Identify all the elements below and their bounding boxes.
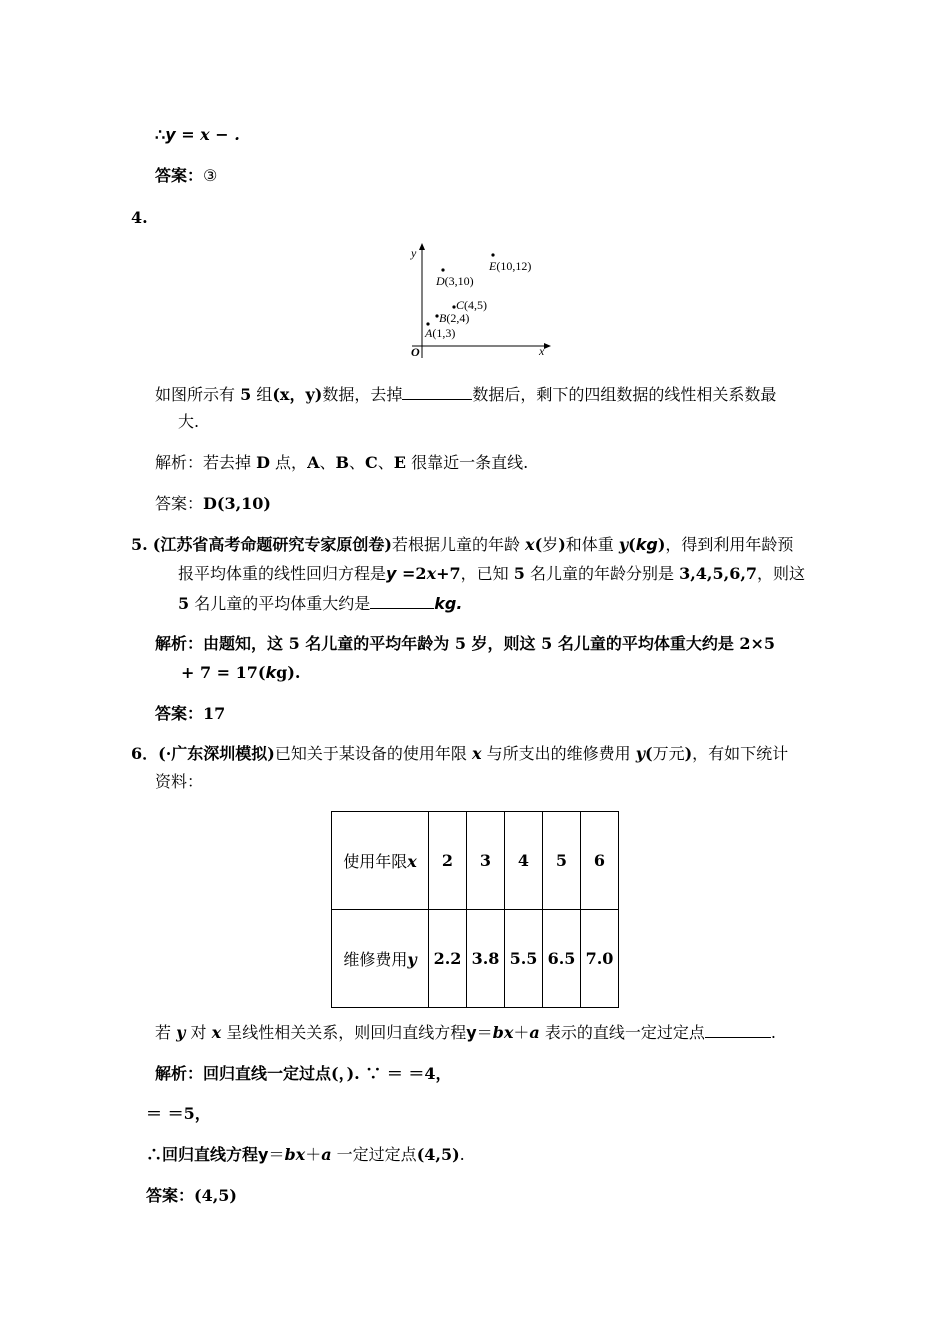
answer-value: D(3,10) [203,494,271,513]
text: ，已知 [460,564,514,583]
q6-analysis-3 [146,1145,465,1165]
text: 万元 [652,744,685,763]
q4-text-1 [155,384,776,405]
text: kg. [434,594,463,613]
text: (4,5) [416,1145,460,1164]
answer-blank [705,1022,771,1038]
prev-answer [155,166,217,186]
point-label: E(10,12) [489,259,532,273]
q6-number: 6． [131,744,159,763]
table-cell: 6.5 [543,910,581,1008]
text: x [211,1023,222,1042]
text: 、 [377,453,394,472]
q4-number: 4. [131,208,148,227]
text: 组 [251,385,273,404]
text: x [426,564,437,583]
text: 数据后，剩下的四组数据的线性相关系数最 [472,385,777,404]
text: 报平均体重的线性回归方程是 [178,564,387,583]
table-row [332,910,619,1008]
table-cell: 4 [505,812,543,910]
text: 名儿童的平均体重大约是 [189,594,371,613]
text: 5 [513,564,525,583]
point-label: A(1,3) [425,326,456,340]
text: C [365,453,378,472]
text: A [307,453,320,472]
text: ＋ [513,1023,530,1042]
text: ) [684,744,693,763]
q4-answer [155,494,271,514]
text: 点， [269,453,308,472]
text: x [525,535,535,554]
text: y [176,1023,186,1042]
text: bx [492,1023,514,1042]
table-cell: 5 [543,812,581,910]
prev-formula [155,125,240,145]
text: y [618,535,629,554]
text: E [393,453,406,472]
y-axis-arrow [419,243,425,250]
answer-blank [370,593,434,609]
text: a [529,1023,540,1042]
y-axis-label: y [411,246,417,260]
text: ＝ [476,1023,493,1042]
q6-question [155,1022,776,1043]
formula-rest: = x − . [175,125,240,144]
formula-y-hat: y [165,125,176,144]
q6-analysis-2: ＝ ＝5， [146,1104,211,1123]
q5-line-1 [131,535,793,555]
text: ∴回归直线方程 [146,1145,259,1164]
text: 维修费用 [343,950,408,969]
q5-number: 5. [131,535,148,554]
text: (x，y) [272,385,323,404]
table-cell: 2.2 [429,910,467,1008]
table-cell: 7.0 [581,910,619,1008]
point-label: B(2,4) [439,311,470,325]
text: 使用年限 [343,852,408,871]
text: 、 [349,453,366,472]
table-cell: 2 [429,812,467,910]
text: ) [558,535,566,554]
q5-line-2 [178,564,805,584]
text: bx [284,1145,306,1164]
text: =2 [396,564,427,583]
text: ( [644,744,653,763]
text: 5 [240,385,252,404]
text: a [321,1145,332,1164]
text: + 7 = 17( [181,663,266,682]
text: +7 [436,564,461,583]
answer-value: (4,5) [194,1186,237,1205]
table-cell: 5.5 [505,910,543,1008]
answer-blank [402,384,472,400]
text: y [466,1023,477,1042]
q5-line-3 [178,593,462,614]
row-header [332,812,429,910]
text: 5 [178,594,190,613]
text: . [770,1023,776,1042]
text: ＋ [305,1145,322,1164]
x-axis-label: x [539,344,545,358]
text: 岁 [542,535,559,554]
text: kg [635,535,658,554]
text: 解析：若去掉 [155,453,257,472]
text: 3,4,5,6,7 [679,564,758,583]
q5-analysis-2 [181,663,300,683]
text: ( [534,535,543,554]
text: 数据，去掉 [322,385,403,404]
text: ) [657,535,666,554]
text: ＝ [268,1145,285,1164]
point-label: C(4,5) [456,298,488,312]
q6-source: (·广东深圳模拟) [158,744,275,763]
text: 很靠近一条直线. [406,453,529,472]
data-points [424,253,531,340]
therefore-symbol: ∴ [155,125,166,144]
q4-text-2: 大. [178,412,200,431]
x-axis-arrow [544,343,551,349]
answer-label: 答案： [155,166,204,185]
data-point [441,268,444,271]
text: 若根据儿童的年龄 [391,535,526,554]
answer-value: 17 [203,704,226,723]
text: . [459,1145,465,1164]
table-cell: 3 [467,812,505,910]
point-label: D(3,10) [436,274,474,288]
text: x [407,852,417,871]
q6-line-2: 资料： [155,772,204,791]
text: 如图所示有 [155,385,241,404]
data-point [491,253,494,256]
table-row [332,812,619,910]
text: 和体重 [565,535,619,554]
q5-source: (江苏省高考命题研究专家原创卷) [152,535,392,554]
text: y [386,564,397,583]
text: B [335,453,350,472]
origin-label: O [411,345,420,359]
statistics-table [331,811,619,1008]
q6-line-1 [131,744,788,764]
text: g). [276,663,301,682]
q6-answer [146,1186,237,1206]
text: ( [628,535,636,554]
text: ，则这 [757,564,806,583]
text: 已知关于某设备的使用年限 [274,744,472,763]
text: y [407,950,417,969]
answer-label: 答案： [155,494,204,513]
table-cell: 6 [581,812,619,910]
text: 名儿童的年龄分别是 [524,564,680,583]
answer-value: ③ [203,166,218,185]
q6-analysis-1: 解析：回归直线一定过点(，). ∵ ＝ ＝4， [155,1064,452,1083]
scatter-plot [404,240,554,365]
text: D [256,453,270,472]
text: 、 [319,453,336,472]
text: 对 [185,1023,212,1042]
text: x [471,744,482,763]
q5-answer [155,704,225,724]
text: 表示的直线一定过定点 [539,1023,705,1042]
text: y [258,1145,269,1164]
text: 一定过定点 [331,1145,417,1164]
q4-analysis [155,453,528,473]
text: y [635,744,645,763]
text: 与所支出的维修费用 [481,744,636,763]
table-cell: 3.8 [467,910,505,1008]
text: ，有如下统计 [692,744,789,763]
q5-analysis-1: 解析：由题知，这 5 名儿童的平均年龄为 5 岁，则这 5 名儿童的平均体重大约是 2×5 [155,634,776,653]
text: k [265,663,277,682]
text: ，得到利用年龄预 [665,535,794,554]
answer-label: 答案： [146,1186,195,1205]
answer-label: 答案： [155,704,204,723]
text: 呈线性相关关系，则回归直线方程 [221,1023,467,1042]
row-header [332,910,429,1008]
text: 若 [155,1023,177,1042]
